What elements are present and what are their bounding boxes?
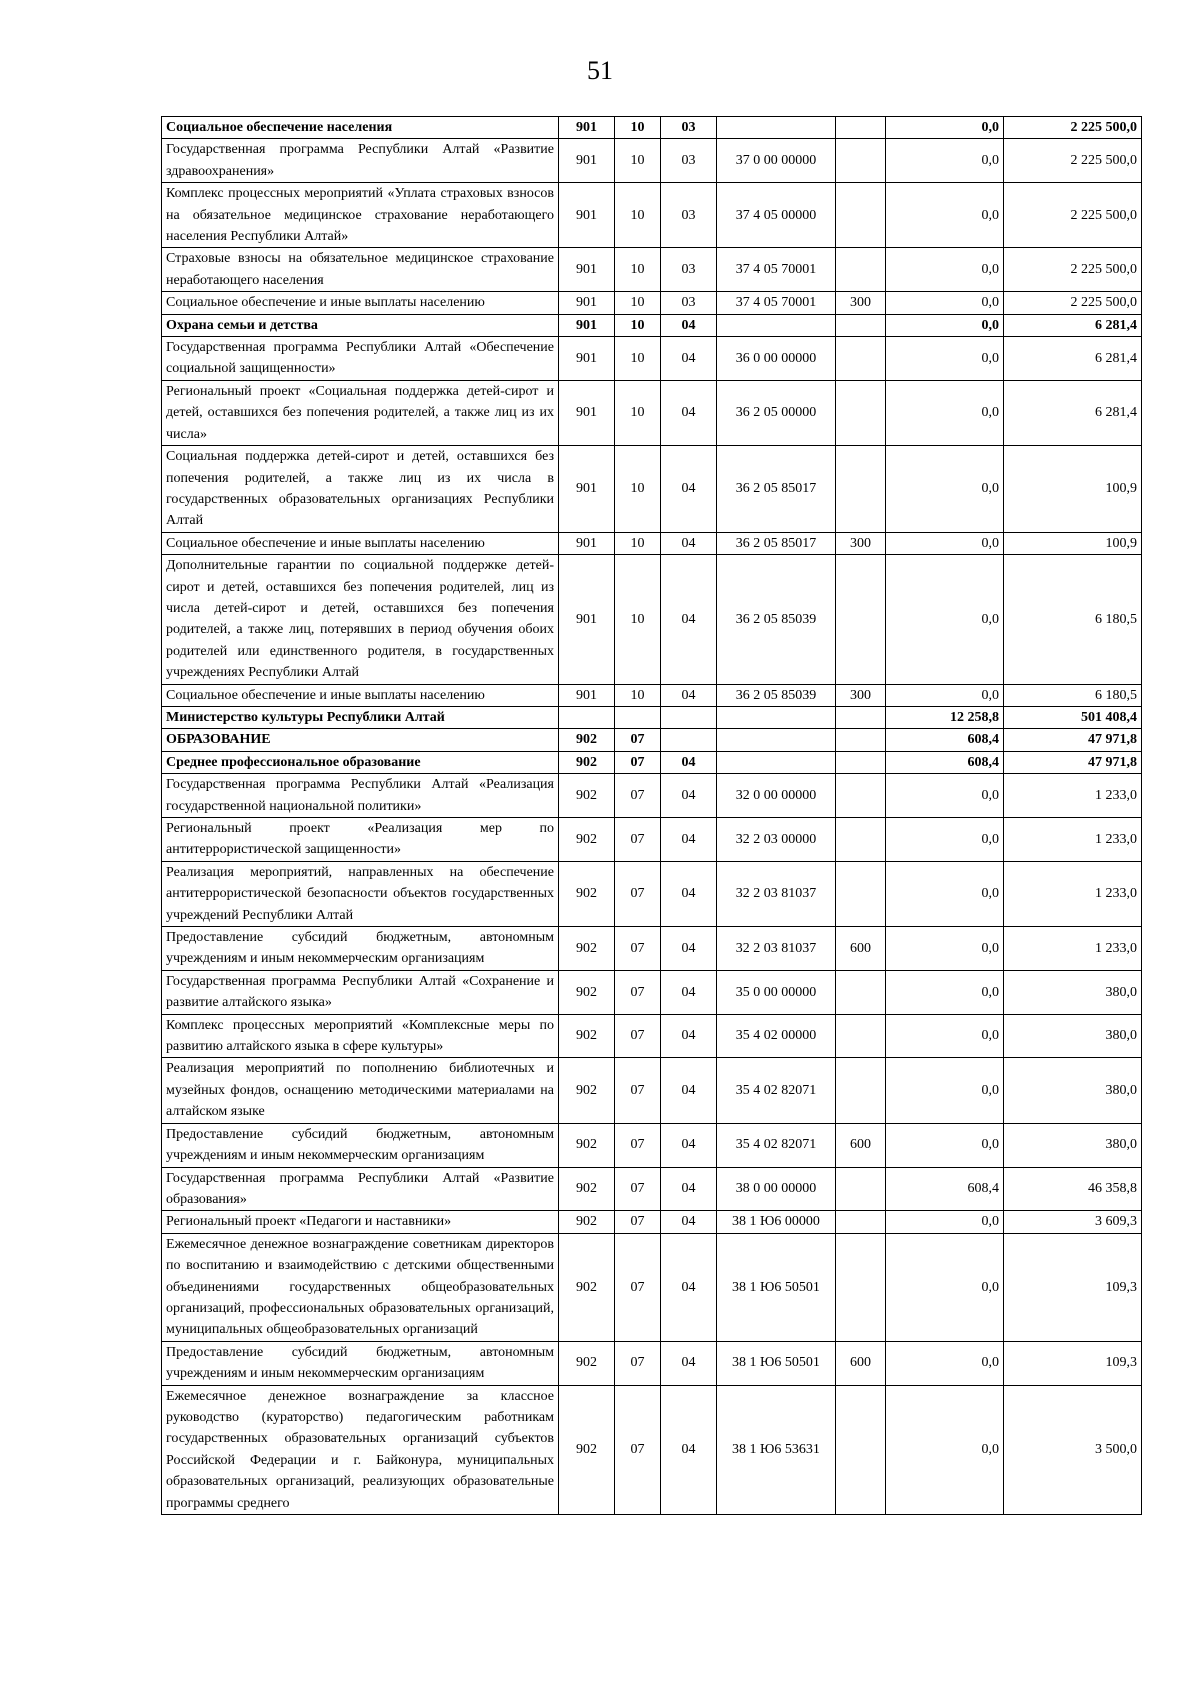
table-row (162, 183, 1142, 248)
row-grbs-code (559, 706, 615, 728)
row-name: Государственная программа Республики Алтай «Реализация государственной национальной политики» (162, 774, 559, 818)
row-expense-type: 300 (836, 532, 886, 554)
row-section-code: 07 (615, 861, 661, 926)
row-expense-type (836, 380, 886, 445)
row-amount-1: 0,0 (886, 684, 1004, 706)
row-expense-type (836, 1058, 886, 1123)
row-name: Среднее профессиональное образование (162, 751, 559, 773)
row-section-code: 07 (615, 1341, 661, 1385)
row-name: Предоставление субсидий бюджетным, автономным учреждениям и иным некоммерческим организациям (162, 1341, 559, 1385)
row-section-code: 07 (615, 970, 661, 1014)
row-subsection-code: 04 (661, 774, 717, 818)
table-row (162, 555, 1142, 684)
row-amount-2: 2 225 500,0 (1004, 183, 1142, 248)
row-amount-1: 0,0 (886, 970, 1004, 1014)
row-section-code: 10 (615, 337, 661, 381)
row-subsection-code: 04 (661, 927, 717, 971)
row-amount-1: 0,0 (886, 380, 1004, 445)
page-number: 51 (587, 56, 613, 85)
row-name: Реализация мероприятий, направленных на обеспечение антитеррористической безопасности объектов государственных учреждений Республики Алтай (162, 861, 559, 926)
row-amount-1: 0,0 (886, 1211, 1004, 1233)
row-name: Государственная программа Республики Алтай «Сохранение и развитие алтайского языка» (162, 970, 559, 1014)
row-subsection-code: 04 (661, 818, 717, 862)
row-grbs-code: 902 (559, 1233, 615, 1341)
row-grbs-code: 901 (559, 314, 615, 336)
row-expense-type (836, 774, 886, 818)
row-section-code: 10 (615, 314, 661, 336)
table-row (162, 248, 1142, 292)
row-grbs-code: 902 (559, 1341, 615, 1385)
row-subsection-code: 04 (661, 1167, 717, 1211)
table-row (162, 927, 1142, 971)
row-subsection-code: 04 (661, 751, 717, 773)
row-grbs-code: 901 (559, 292, 615, 314)
row-amount-2: 109,3 (1004, 1233, 1142, 1341)
table-row (162, 1385, 1142, 1514)
row-amount-2: 6 281,4 (1004, 380, 1142, 445)
row-section-code: 07 (615, 1385, 661, 1514)
row-expense-type (836, 970, 886, 1014)
row-amount-1: 0,0 (886, 337, 1004, 381)
budget-table (161, 116, 1142, 1515)
row-grbs-code: 901 (559, 183, 615, 248)
row-expense-type (836, 1211, 886, 1233)
row-expense-type: 300 (836, 292, 886, 314)
row-amount-1: 0,0 (886, 248, 1004, 292)
row-target-article: 32 2 03 00000 (717, 818, 836, 862)
row-section-code: 07 (615, 1123, 661, 1167)
row-section-code: 07 (615, 927, 661, 971)
row-subsection-code: 04 (661, 314, 717, 336)
row-amount-2: 3 609,3 (1004, 1211, 1142, 1233)
row-subsection-code: 04 (661, 1014, 717, 1058)
row-amount-2: 6 180,5 (1004, 555, 1142, 684)
row-amount-2: 501 408,4 (1004, 706, 1142, 728)
table-row (162, 774, 1142, 818)
row-amount-1: 0,0 (886, 555, 1004, 684)
row-expense-type (836, 1233, 886, 1341)
table-row (162, 751, 1142, 773)
row-section-code: 07 (615, 1233, 661, 1341)
row-section-code (615, 706, 661, 728)
row-name: Реализация мероприятий по пополнению библиотечных и музейных фондов, оснащению методическими материалами на алтайском языке (162, 1058, 559, 1123)
row-section-code: 07 (615, 818, 661, 862)
row-target-article: 35 4 02 00000 (717, 1014, 836, 1058)
row-amount-2: 3 500,0 (1004, 1385, 1142, 1514)
row-amount-2: 6 281,4 (1004, 337, 1142, 381)
row-amount-2: 47 971,8 (1004, 729, 1142, 751)
row-name: Дополнительные гарантии по социальной поддержке детей-сирот и детей, оставшихся без попечения родителей, лиц из числа детей-сирот и детей, оставшихся без попечения родителей, а также лиц, потерявших в период обучения обоих родителей или единственного родителя, в государственных учреждениях Республики Алтай (162, 555, 559, 684)
row-amount-1: 0,0 (886, 117, 1004, 139)
row-subsection-code: 04 (661, 684, 717, 706)
row-expense-type (836, 314, 886, 336)
row-expense-type (836, 1014, 886, 1058)
row-name: ОБРАЗОВАНИЕ (162, 729, 559, 751)
row-amount-2: 380,0 (1004, 1014, 1142, 1058)
row-amount-1: 608,4 (886, 1167, 1004, 1211)
row-section-code: 10 (615, 555, 661, 684)
table-row (162, 1058, 1142, 1123)
row-expense-type (836, 729, 886, 751)
row-grbs-code: 901 (559, 248, 615, 292)
row-amount-1: 0,0 (886, 861, 1004, 926)
row-amount-1: 0,0 (886, 1233, 1004, 1341)
row-expense-type (836, 751, 886, 773)
row-subsection-code: 04 (661, 1233, 717, 1341)
row-amount-1: 0,0 (886, 183, 1004, 248)
row-target-article: 37 4 05 00000 (717, 183, 836, 248)
table-row (162, 729, 1142, 751)
row-expense-type: 600 (836, 927, 886, 971)
row-section-code: 10 (615, 446, 661, 533)
row-target-article: 38 1 Ю6 50501 (717, 1341, 836, 1385)
table-row (162, 861, 1142, 926)
row-grbs-code: 902 (559, 1385, 615, 1514)
row-subsection-code: 04 (661, 532, 717, 554)
row-grbs-code: 901 (559, 337, 615, 381)
row-target-article: 36 2 05 85017 (717, 446, 836, 533)
row-target-article: 36 2 05 00000 (717, 380, 836, 445)
row-section-code: 10 (615, 248, 661, 292)
row-amount-2: 1 233,0 (1004, 774, 1142, 818)
row-subsection-code: 04 (661, 1385, 717, 1514)
row-section-code: 07 (615, 751, 661, 773)
row-amount-1: 608,4 (886, 729, 1004, 751)
row-amount-2: 2 225 500,0 (1004, 292, 1142, 314)
row-amount-2: 46 358,8 (1004, 1167, 1142, 1211)
row-subsection-code: 04 (661, 555, 717, 684)
table-row (162, 818, 1142, 862)
row-amount-2: 100,9 (1004, 532, 1142, 554)
row-grbs-code: 901 (559, 117, 615, 139)
row-grbs-code: 902 (559, 927, 615, 971)
row-target-article: 32 2 03 81037 (717, 861, 836, 926)
row-amount-1: 0,0 (886, 1058, 1004, 1123)
row-target-article: 38 1 Ю6 00000 (717, 1211, 836, 1233)
table-row (162, 139, 1142, 183)
row-section-code: 10 (615, 117, 661, 139)
row-section-code: 07 (615, 1058, 661, 1123)
row-subsection-code: 03 (661, 183, 717, 248)
table-row (162, 532, 1142, 554)
row-subsection-code (661, 706, 717, 728)
row-section-code: 07 (615, 1014, 661, 1058)
table-row (162, 292, 1142, 314)
row-name: Региональный проект «Педагоги и наставники» (162, 1211, 559, 1233)
row-amount-1: 608,4 (886, 751, 1004, 773)
row-amount-2: 2 225 500,0 (1004, 248, 1142, 292)
row-name: Государственная программа Республики Алтай «Обеспечение социальной защищенности» (162, 337, 559, 381)
row-amount-1: 0,0 (886, 927, 1004, 971)
row-amount-1: 0,0 (886, 1341, 1004, 1385)
row-target-article: 36 2 05 85039 (717, 555, 836, 684)
row-subsection-code: 03 (661, 292, 717, 314)
row-name: Страховые взносы на обязательное медицинское страхование неработающего населения (162, 248, 559, 292)
row-amount-2: 380,0 (1004, 970, 1142, 1014)
row-target-article: 32 2 03 81037 (717, 927, 836, 971)
row-target-article: 32 0 00 00000 (717, 774, 836, 818)
row-amount-2: 1 233,0 (1004, 927, 1142, 971)
row-expense-type: 600 (836, 1341, 886, 1385)
row-target-article: 36 2 05 85039 (717, 684, 836, 706)
row-amount-1: 0,0 (886, 818, 1004, 862)
row-grbs-code: 901 (559, 380, 615, 445)
row-expense-type (836, 706, 886, 728)
row-subsection-code: 03 (661, 248, 717, 292)
row-amount-2: 380,0 (1004, 1058, 1142, 1123)
row-expense-type (836, 117, 886, 139)
row-section-code: 10 (615, 532, 661, 554)
row-section-code: 10 (615, 380, 661, 445)
row-target-article (717, 729, 836, 751)
row-grbs-code: 901 (559, 139, 615, 183)
row-target-article: 38 1 Ю6 50501 (717, 1233, 836, 1341)
row-target-article: 36 2 05 85017 (717, 532, 836, 554)
table-row (162, 1123, 1142, 1167)
table-row (162, 337, 1142, 381)
row-subsection-code: 04 (661, 861, 717, 926)
row-name: Предоставление субсидий бюджетным, автономным учреждениям и иным некоммерческим организациям (162, 1123, 559, 1167)
row-amount-1: 0,0 (886, 1014, 1004, 1058)
row-target-article: 38 0 00 00000 (717, 1167, 836, 1211)
row-amount-2: 1 233,0 (1004, 861, 1142, 926)
row-grbs-code: 902 (559, 1014, 615, 1058)
row-grbs-code: 901 (559, 446, 615, 533)
row-target-article (717, 706, 836, 728)
row-amount-1: 0,0 (886, 774, 1004, 818)
row-target-article: 35 4 02 82071 (717, 1123, 836, 1167)
row-amount-1: 0,0 (886, 292, 1004, 314)
table-row (162, 1167, 1142, 1211)
row-grbs-code: 902 (559, 1167, 615, 1211)
row-section-code: 10 (615, 292, 661, 314)
row-target-article (717, 751, 836, 773)
row-grbs-code: 901 (559, 684, 615, 706)
row-grbs-code: 901 (559, 555, 615, 684)
row-target-article: 36 0 00 00000 (717, 337, 836, 381)
row-expense-type (836, 139, 886, 183)
table-row (162, 1233, 1142, 1341)
table-row (162, 117, 1142, 139)
row-name: Предоставление субсидий бюджетным, автономным учреждениям и иным некоммерческим организациям (162, 927, 559, 971)
row-section-code: 07 (615, 729, 661, 751)
row-target-article: 37 0 00 00000 (717, 139, 836, 183)
row-amount-2: 2 225 500,0 (1004, 139, 1142, 183)
row-section-code: 07 (615, 774, 661, 818)
row-name: Региональный проект «Социальная поддержка детей-сирот и детей, оставшихся без попечения родителей, а также лиц из их числа» (162, 380, 559, 445)
row-expense-type (836, 818, 886, 862)
row-amount-1: 12 258,8 (886, 706, 1004, 728)
row-grbs-code: 902 (559, 970, 615, 1014)
row-subsection-code: 03 (661, 139, 717, 183)
row-section-code: 10 (615, 139, 661, 183)
row-subsection-code: 04 (661, 1058, 717, 1123)
row-section-code: 10 (615, 684, 661, 706)
row-target-article: 37 4 05 70001 (717, 248, 836, 292)
row-expense-type (836, 446, 886, 533)
row-name: Социальное обеспечение и иные выплаты населению (162, 684, 559, 706)
row-section-code: 07 (615, 1211, 661, 1233)
table-row (162, 684, 1142, 706)
row-subsection-code: 04 (661, 1123, 717, 1167)
row-subsection-code: 04 (661, 446, 717, 533)
row-amount-1: 0,0 (886, 1123, 1004, 1167)
row-expense-type: 600 (836, 1123, 886, 1167)
row-grbs-code: 902 (559, 1211, 615, 1233)
row-expense-type: 300 (836, 684, 886, 706)
row-target-article (717, 117, 836, 139)
row-name: Ежемесячное денежное вознаграждение советникам директоров по воспитанию и взаимодействию с детскими общественными объединениями государственных общеобразовательных организаций, профессиональных образовательных организаций, муниципальных общеобразовательных организаций (162, 1233, 559, 1341)
table-row (162, 1211, 1142, 1233)
table-row (162, 1014, 1142, 1058)
row-expense-type (836, 248, 886, 292)
row-expense-type (836, 337, 886, 381)
table-row (162, 380, 1142, 445)
row-subsection-code: 04 (661, 337, 717, 381)
row-amount-2: 1 233,0 (1004, 818, 1142, 862)
row-grbs-code: 902 (559, 818, 615, 862)
row-name: Государственная программа Республики Алтай «Развитие здравоохранения» (162, 139, 559, 183)
row-subsection-code: 03 (661, 117, 717, 139)
row-expense-type (836, 1385, 886, 1514)
row-grbs-code: 902 (559, 751, 615, 773)
row-name: Комплекс процессных мероприятий «Комплексные меры по развитию алтайского языка в сфере культуры» (162, 1014, 559, 1058)
table-row (162, 1341, 1142, 1385)
row-amount-1: 0,0 (886, 139, 1004, 183)
row-amount-2: 2 225 500,0 (1004, 117, 1142, 139)
row-subsection-code: 04 (661, 970, 717, 1014)
row-amount-1: 0,0 (886, 532, 1004, 554)
row-amount-2: 6 180,5 (1004, 684, 1142, 706)
table-row (162, 706, 1142, 728)
row-amount-2: 100,9 (1004, 446, 1142, 533)
row-name: Социальное обеспечение населения (162, 117, 559, 139)
row-expense-type (836, 555, 886, 684)
table-row (162, 314, 1142, 336)
row-amount-1: 0,0 (886, 1385, 1004, 1514)
row-grbs-code: 902 (559, 1123, 615, 1167)
row-target-article: 38 1 Ю6 53631 (717, 1385, 836, 1514)
row-name: Ежемесячное денежное вознаграждение за классное руководство (кураторство) педагогическим работникам государственных образовательных организаций субъектов Российской Федерации и г. Байконура, муниципальных образовательных организаций, реализующих образовательные программы среднего (162, 1385, 559, 1514)
row-subsection-code (661, 729, 717, 751)
row-amount-2: 380,0 (1004, 1123, 1142, 1167)
row-name: Социальная поддержка детей-сирот и детей, оставшихся без попечения родителей, а также лиц из их числа в государственных образовательных организациях Республики Алтай (162, 446, 559, 533)
table-row (162, 446, 1142, 533)
row-section-code: 10 (615, 183, 661, 248)
row-target-article: 37 4 05 70001 (717, 292, 836, 314)
row-grbs-code: 901 (559, 532, 615, 554)
row-name: Региональный проект «Реализация мер по антитеррористической защищенности» (162, 818, 559, 862)
row-name: Социальное обеспечение и иные выплаты населению (162, 532, 559, 554)
row-subsection-code: 04 (661, 1341, 717, 1385)
row-subsection-code: 04 (661, 380, 717, 445)
row-amount-1: 0,0 (886, 314, 1004, 336)
row-grbs-code: 902 (559, 729, 615, 751)
row-grbs-code: 902 (559, 861, 615, 926)
row-expense-type (836, 1167, 886, 1211)
row-amount-2: 109,3 (1004, 1341, 1142, 1385)
row-target-article: 35 4 02 82071 (717, 1058, 836, 1123)
row-subsection-code: 04 (661, 1211, 717, 1233)
row-name: Социальное обеспечение и иные выплаты населению (162, 292, 559, 314)
row-amount-1: 0,0 (886, 446, 1004, 533)
row-section-code: 07 (615, 1167, 661, 1211)
row-name: Охрана семьи и детства (162, 314, 559, 336)
row-grbs-code: 902 (559, 1058, 615, 1123)
row-target-article (717, 314, 836, 336)
row-grbs-code: 902 (559, 774, 615, 818)
row-expense-type (836, 861, 886, 926)
row-name: Государственная программа Республики Алтай «Развитие образования» (162, 1167, 559, 1211)
row-amount-2: 47 971,8 (1004, 751, 1142, 773)
table-row (162, 970, 1142, 1014)
row-amount-2: 6 281,4 (1004, 314, 1142, 336)
row-target-article: 35 0 00 00000 (717, 970, 836, 1014)
row-name: Министерство культуры Республики Алтай (162, 706, 559, 728)
row-expense-type (836, 183, 886, 248)
row-name: Комплекс процессных мероприятий «Уплата страховых взносов на обязательное медицинское страхование неработающего населения Республики Алтай» (162, 183, 559, 248)
